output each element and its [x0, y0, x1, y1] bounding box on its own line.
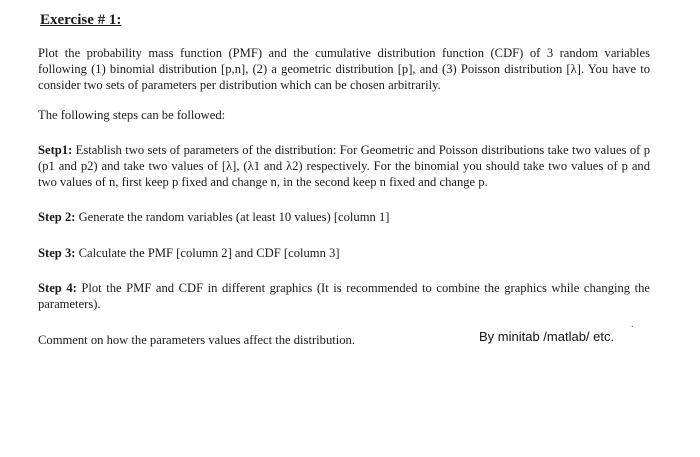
- tool-note: By minitab /matlab/ etc.: [479, 329, 615, 344]
- exercise-title: Exercise # 1:: [40, 12, 122, 28]
- step-1: [38, 142, 650, 190]
- comment-row: [38, 319, 650, 350]
- step-3-text: Calculate the PMF [column 2] and CDF [column 3]: [75, 246, 340, 260]
- step-3: [38, 245, 650, 261]
- exercise-document: [38, 12, 650, 350]
- stray-mark: .: [631, 319, 634, 330]
- step-3-label: Step 3:: [38, 246, 76, 260]
- step-4: [38, 280, 650, 312]
- step-1-label: Setp1:: [38, 143, 73, 157]
- comment-instruction: Comment on how the parameters values affect the distribution.: [38, 333, 355, 347]
- step-2: [38, 209, 650, 225]
- step-2-label: Step 2:: [38, 210, 76, 224]
- step-1-text: Establish two sets of parameters of the distribution: For Geometric and Poisson distributions take two values of p (p1 and p2) and take two values of [λ], (λ1 and λ2) respectively. For the binomial you should take two values of p and two values of n, first keep p fixed and change n, in the second keep n fixed and change p.: [38, 143, 650, 189]
- steps-intro: The following steps can be followed:: [38, 108, 226, 122]
- step-4-text: Plot the PMF and CDF in different graphics (It is recommended to combine the graphics while changing the parameters).: [38, 281, 650, 311]
- intro-paragraph: Plot the probability mass function (PMF) and the cumulative distribution function (CDF) of 3 random variables following (1) binomial distribution [p,n], (2) a geometric distribution [p], and (3) Poisson distribution [λ]. You have to consider two sets of parameters per distribution which can be chosen arbitrarily.: [38, 46, 650, 92]
- step-4-label: Step 4:: [38, 281, 77, 295]
- step-2-text: Generate the random variables (at least 10 values) [column 1]: [75, 210, 390, 224]
